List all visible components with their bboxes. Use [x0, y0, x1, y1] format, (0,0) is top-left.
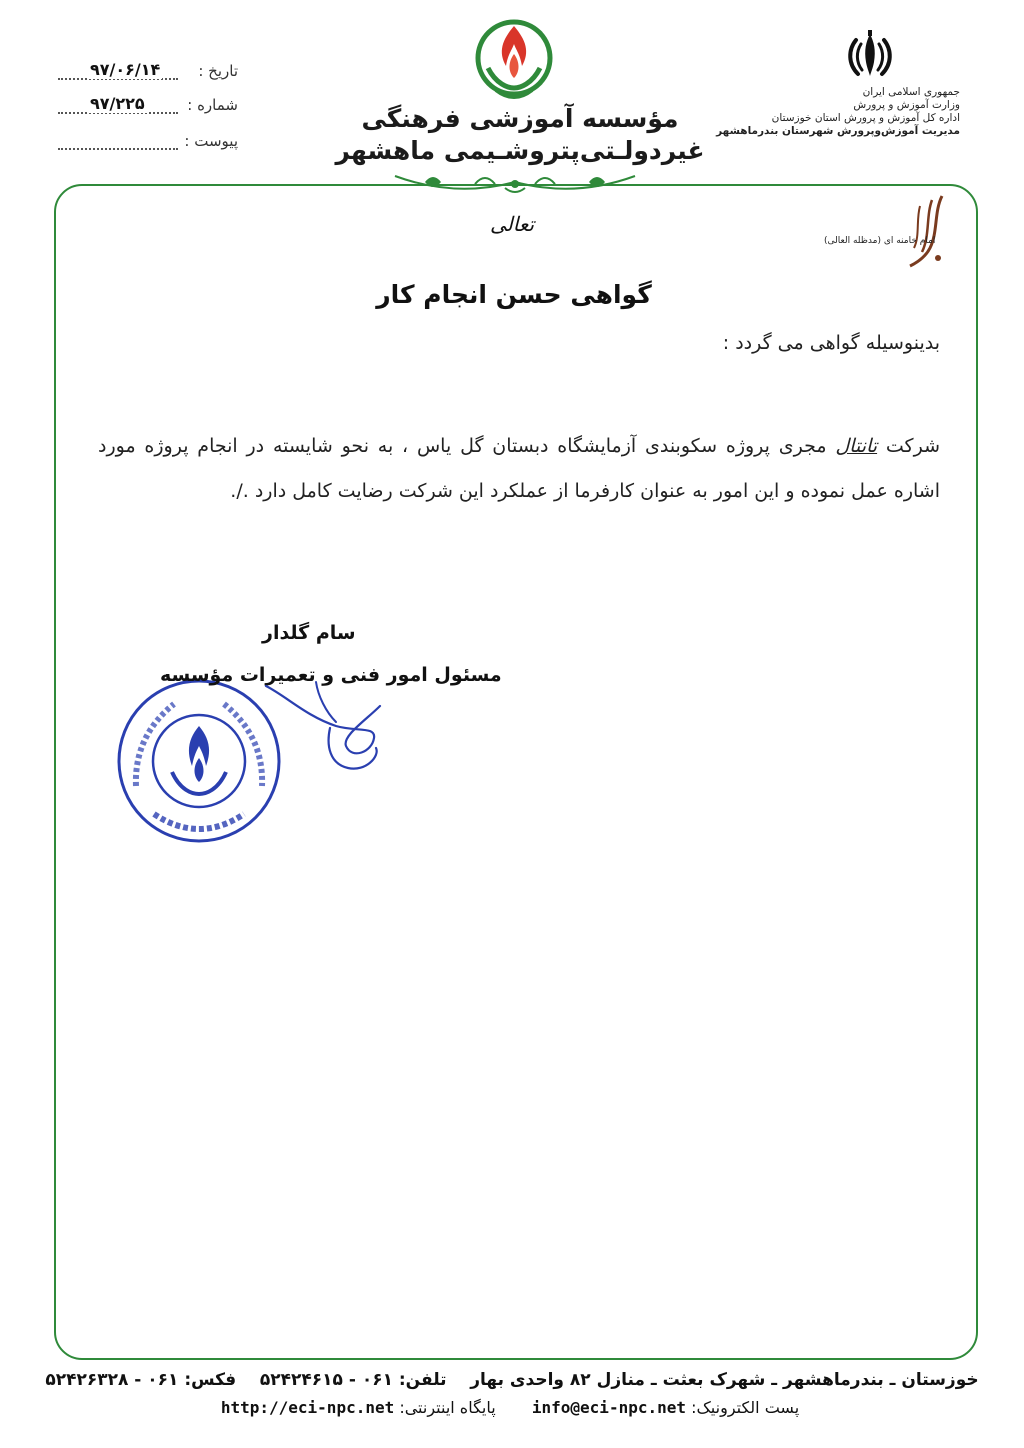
footer-email[interactable]: info@eci-npc.net — [531, 1398, 686, 1417]
ministry-line3: اداره کل آموزش و پرورش استان خوزستان — [771, 112, 960, 124]
institute-flame-logo-icon — [474, 14, 554, 104]
footer-website[interactable]: http://eci-npc.net — [220, 1398, 395, 1417]
besmeh-calligraphy: تعالی — [490, 212, 535, 236]
company-word: شرکت — [885, 435, 940, 457]
footer-fax-label: فکس: — [184, 1370, 237, 1390]
attachment-label: پیوست : — [184, 132, 238, 150]
body-rest: مجری پروژه سکوبندی آزمایشگاه دبستان گل یاس ، به نحو شایسته در انجام پروژه مورد اشاره عمل نموده و این امور به عنوان کارفرما از عملکرد این شرکت رضایت کامل دارد ./. — [98, 435, 940, 502]
footer-fax: ۰۶۱ - ۵۲۴۲۶۳۲۸ — [45, 1370, 179, 1390]
footer-phone-label: تلفن: — [398, 1370, 447, 1390]
number-value: ۹۷/۲۲۵ — [90, 94, 145, 113]
footer-phone: ۰۶۱ - ۵۲۴۲۴۶۱۵ — [259, 1370, 393, 1390]
ministry-line2: وزارت آموزش و پرورش — [853, 99, 960, 111]
org-name-line2: غیردولـتی‌پتروشـیمی ماهشهر — [335, 136, 705, 165]
date-label: تاریخ : — [198, 62, 238, 80]
footer-email-label: پست الکترونیک: — [691, 1398, 800, 1417]
handwritten-signature-icon — [256, 676, 396, 776]
footer-web-label: پایگاه اینترنتی: — [399, 1398, 496, 1417]
org-name-line1: مؤسسه آموزشی فرهنگی — [361, 104, 679, 133]
signer-name: سام گلدار — [262, 622, 356, 644]
dotted-line — [58, 148, 178, 150]
signer-title: مسئول امور فنی و تعمیرات مؤسسه — [160, 664, 502, 686]
number-label: شماره : — [187, 96, 238, 114]
footer-contact-line — [190, 1398, 830, 1417]
footer-address: خوزستان ـ بندرماهشهر ـ شهرک بعثت ـ منازل ۸۲ واحدی بهار — [470, 1370, 979, 1390]
support-iranian-goods-logo-icon — [904, 192, 950, 272]
date-field — [58, 62, 248, 88]
ministry-line1: جمهوری اسلامی ایران — [862, 86, 960, 98]
footer-address-line — [40, 1370, 984, 1390]
date-value: ۹۷/۰۶/۱۴ — [90, 60, 161, 79]
letter-title: گواهی حسن انجام کار — [376, 280, 652, 309]
number-field — [58, 96, 248, 122]
leader-quote-attribution: امام خامنه ای (مدظله العالی) — [824, 236, 936, 246]
greeting-line: بدینوسیله گواهی می گردد : — [722, 332, 940, 354]
letter-body — [98, 424, 940, 514]
company-name: تانتال — [835, 435, 878, 457]
attachment-field — [58, 132, 248, 158]
ministry-line4: مدیریت آموزش‌وپرورش شهرستان بندرماهشهر — [716, 125, 960, 137]
iran-emblem-icon — [842, 28, 898, 84]
